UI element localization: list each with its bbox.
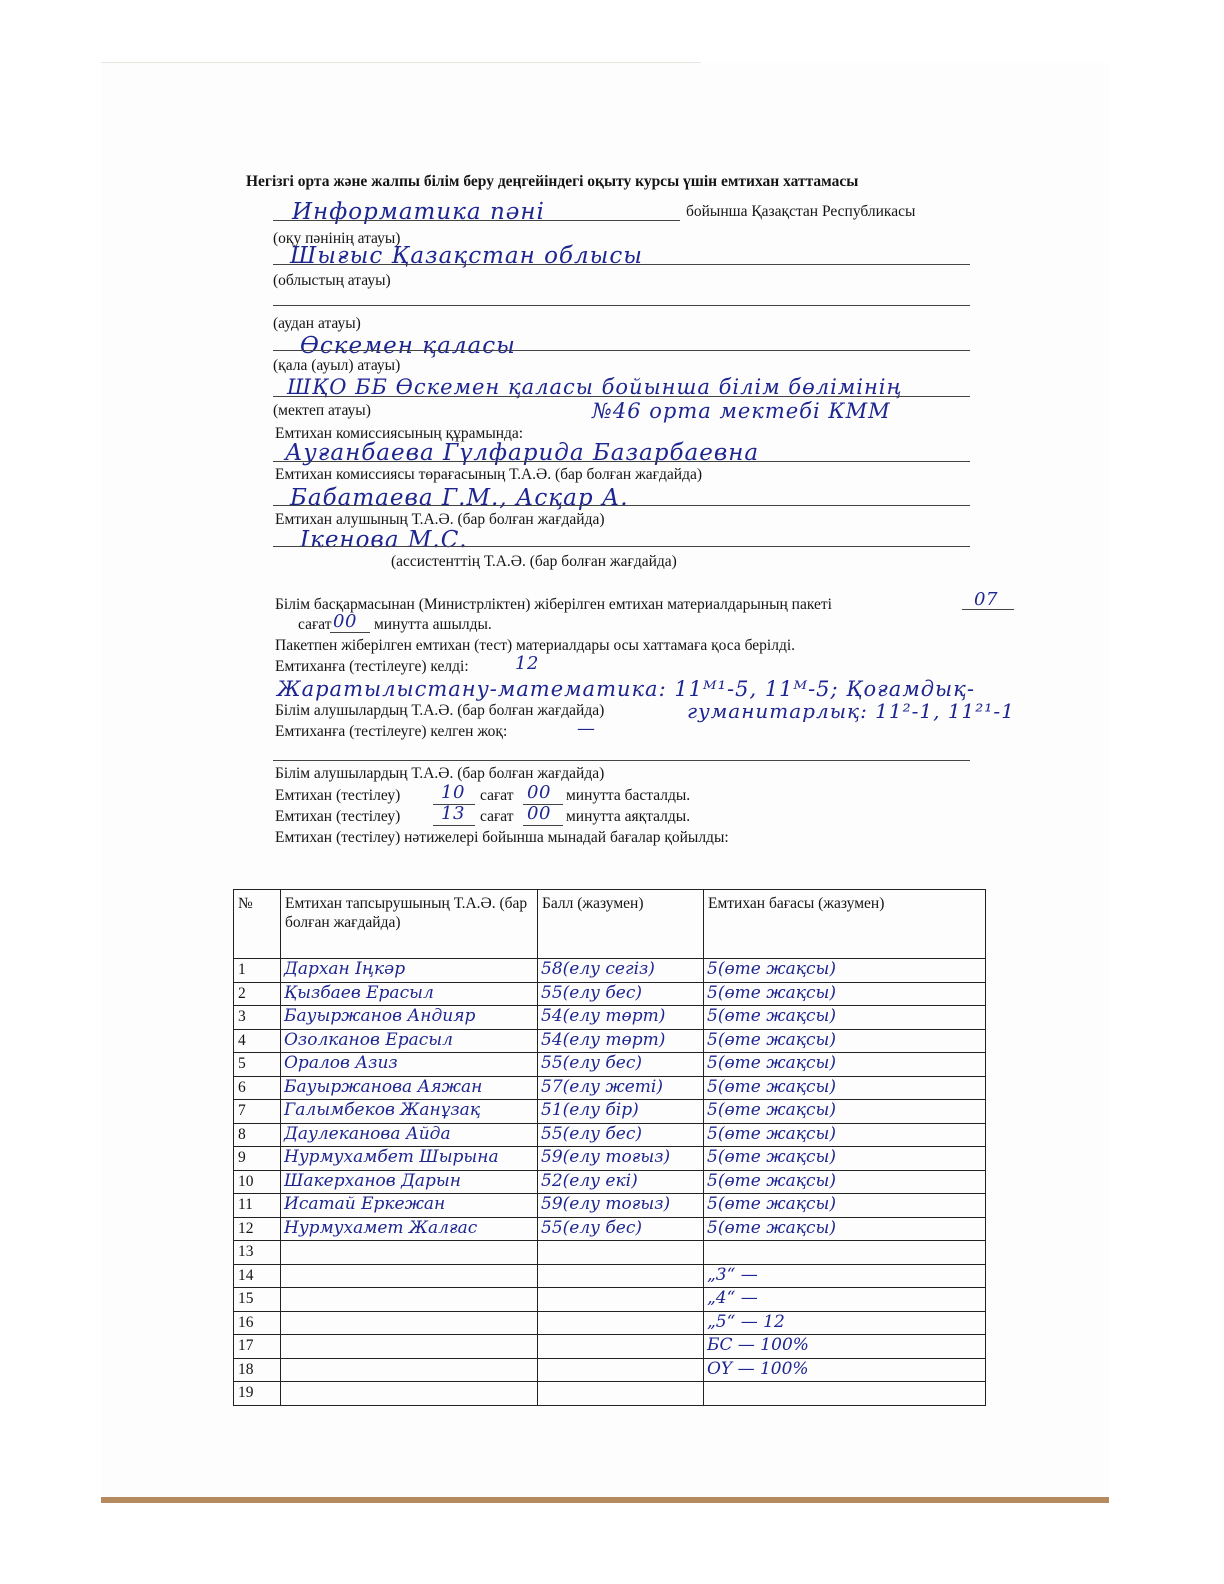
row-number: 1 (234, 959, 281, 983)
row-number: 12 (234, 1217, 281, 1241)
region-line (273, 264, 970, 265)
table-row (234, 1335, 986, 1359)
examiner-line (273, 505, 970, 506)
results-table (233, 889, 986, 1406)
package-opened-text: минутта ашылды. (374, 616, 492, 633)
table-body (234, 959, 986, 1406)
started-text: минутта басталды. (566, 787, 691, 804)
table-row (234, 1288, 986, 1312)
score-cell: 59(елу тоғыз) (538, 1194, 704, 1218)
student-name-cell (281, 1241, 538, 1265)
table-row (234, 1241, 986, 1265)
score-cell: 52(елу екі) (538, 1170, 704, 1194)
student-name-cell: Галымбеков Жанұзақ (281, 1100, 538, 1124)
student-name-cell: Бауыржанова Аяжан (281, 1076, 538, 1100)
end-hour-line (433, 825, 475, 826)
score-cell: 55(елу бес) (538, 1217, 704, 1241)
score-cell (538, 1358, 704, 1382)
grade-cell: 5(өте жақсы) (704, 1029, 986, 1053)
row-number: 19 (234, 1382, 281, 1406)
package-text: Білім басқармасынан (Министрліктен) жіберілген емтихан материалдарының пакеті (275, 596, 832, 613)
row-number: 15 (234, 1288, 281, 1312)
student-name-cell (281, 1288, 538, 1312)
package-minute-line (330, 632, 370, 633)
student-name-cell (281, 1264, 538, 1288)
city-line (273, 350, 970, 351)
region-caption: (облыстың атауы) (273, 272, 391, 289)
student-name-cell (281, 1335, 538, 1359)
table-row (234, 1076, 986, 1100)
table-header-row (234, 890, 986, 959)
score-cell: 57(елу жеті) (538, 1076, 704, 1100)
grade-cell: 5(өте жақсы) (704, 1170, 986, 1194)
school-line (273, 396, 970, 397)
row-number: 9 (234, 1147, 281, 1171)
end-prefix: Емтихан (тестілеу) (275, 808, 401, 825)
city-caption: (қала (ауыл) атауы) (273, 357, 401, 374)
school-caption-text: (мектеп атауы) (273, 402, 371, 419)
grade-cell (704, 1241, 986, 1265)
start-hour-handwritten: 10 (441, 782, 465, 803)
header-name: Емтихан тапсырушының Т.А.Ә. (бар болған жағдайда) (281, 890, 538, 959)
score-cell: 51(елу бір) (538, 1100, 704, 1124)
grade-cell: 5(өте жақсы) (704, 1006, 986, 1030)
school-handwritten-line2: №46 орта мектебі КММ (592, 399, 891, 423)
package-hour-handwritten: 07 (974, 589, 998, 610)
table-row (234, 982, 986, 1006)
student-name-cell: Исатай Еркежан (281, 1194, 538, 1218)
student-name-cell: Даулеканова Айда (281, 1123, 538, 1147)
row-number: 11 (234, 1194, 281, 1218)
header-number: № (234, 890, 281, 959)
table-row (234, 1217, 986, 1241)
student-name-cell: Нурмухамет Жалғас (281, 1217, 538, 1241)
subject-line (273, 220, 680, 221)
ended-text: минутта аяқталды. (566, 808, 691, 825)
row-number: 14 (234, 1264, 281, 1288)
grade-cell: „4“ — (704, 1288, 986, 1312)
subject-caption: (оқу пәнінің атауы) (273, 230, 401, 247)
arrived-caption: Білім алушылардың Т.А.Ә. (бар болған жағдайда) (275, 702, 605, 719)
grade-cell: 5(өте жақсы) (704, 1147, 986, 1171)
district-caption: (аудан атауы) (273, 315, 361, 332)
end-hour-handwritten: 13 (441, 803, 465, 824)
grade-cell (704, 1382, 986, 1406)
row-number: 16 (234, 1311, 281, 1335)
table-row (234, 1264, 986, 1288)
grade-cell: ОҮ — 100% (704, 1358, 986, 1382)
score-cell: 54(елу төрт) (538, 1006, 704, 1030)
absent-label: Емтиханға (тестілеуге) келген жоқ: (275, 723, 508, 740)
row-number: 2 (234, 982, 281, 1006)
student-name-cell: Дархан Іңкәр (281, 959, 538, 983)
row-number: 10 (234, 1170, 281, 1194)
student-name-cell: Озолканов Ерасыл (281, 1029, 538, 1053)
examiner-handwritten: Бабатаева Г.М., Асқар А. (290, 485, 629, 511)
chair-line (273, 461, 970, 462)
row-number: 7 (234, 1100, 281, 1124)
absent-caption: Білім алушылардың Т.А.Ә. (бар болған жағдайда) (275, 765, 605, 782)
absent-line (273, 760, 970, 761)
paper-bottom-edge (101, 1497, 1109, 1503)
student-name-cell (281, 1311, 538, 1335)
score-cell (538, 1311, 704, 1335)
arrived-names-handwritten-1: Жаратылыстану-математика: 11ᴹ¹-5, 11ᴹ-5; Қоғамдық- (277, 677, 975, 701)
package-minute-handwritten: 00 (333, 611, 357, 632)
row-number: 17 (234, 1335, 281, 1359)
score-cell: 59(елу тоғыз) (538, 1147, 704, 1171)
student-name-cell: Оралов Азиз (281, 1053, 538, 1077)
school-handwritten-line1: ШҚО ББ Өскемен қаласы бойынша білім бөлімінің (287, 375, 903, 399)
district-line (273, 305, 970, 306)
grade-cell: 5(өте жақсы) (704, 1053, 986, 1077)
start-hour-word: сағат (480, 787, 514, 804)
grade-cell: „3“ — (704, 1264, 986, 1288)
student-name-cell (281, 1382, 538, 1406)
score-cell (538, 1335, 704, 1359)
grade-cell: „5“ — 12 (704, 1311, 986, 1335)
table-row (234, 1029, 986, 1053)
grades-text: Емтихан (тестілеу) нәтижелері бойынша мынадай бағалар қойылды: (275, 829, 729, 846)
row-number: 6 (234, 1076, 281, 1100)
student-name-cell: Бауыржанов Андияр (281, 1006, 538, 1030)
end-minute-handwritten: 00 (527, 803, 551, 824)
score-cell: 55(елу бес) (538, 982, 704, 1006)
score-cell (538, 1264, 704, 1288)
score-cell: 55(елу бес) (538, 1123, 704, 1147)
student-name-cell: Шакерханов Дарын (281, 1170, 538, 1194)
table-row (234, 1358, 986, 1382)
grade-cell: 5(өте жақсы) (704, 1076, 986, 1100)
package-hour-word: сағат (298, 616, 332, 633)
arrived-count-handwritten: 12 (515, 653, 539, 674)
table-row (234, 1147, 986, 1171)
grade-cell: 5(өте жақсы) (704, 959, 986, 983)
grade-cell: 5(өте жақсы) (704, 1217, 986, 1241)
chair-caption: Емтихан комиссиясы төрағасының Т.А.Ә. (бар болған жағдайда) (275, 466, 703, 483)
table-row (234, 1123, 986, 1147)
start-prefix: Емтихан (тестілеу) (275, 787, 401, 804)
assistant-handwritten: Ікенова М.С. (300, 527, 468, 553)
package-hour-line (962, 609, 1014, 610)
chair-handwritten: Ауғанбаева Гүлфарида Базарбаевна (285, 440, 760, 466)
row-number: 5 (234, 1053, 281, 1077)
row-number: 18 (234, 1358, 281, 1382)
table-row (234, 1006, 986, 1030)
examiner-caption: Емтихан алушының Т.А.Ә. (бар болған жағдайда) (275, 511, 605, 528)
score-cell: 58(елу сегіз) (538, 959, 704, 983)
grade-cell: БС — 100% (704, 1335, 986, 1359)
score-cell (538, 1241, 704, 1265)
document-title: Негізгі орта және жалпы білім беру деңгейіндегі оқыту курсы үшін емтихан хаттамасы (246, 173, 859, 190)
row-number: 3 (234, 1006, 281, 1030)
table-row (234, 959, 986, 983)
subject-suffix: бойынша Қазақстан Республикасы (686, 203, 916, 220)
row-number: 13 (234, 1241, 281, 1265)
city-handwritten: Өскемен қаласы (300, 333, 516, 359)
assistant-line (273, 546, 970, 547)
table-row (234, 1170, 986, 1194)
attached-text: Пакетпен жіберілген емтихан (тест) материалдары осы хаттамаға қоса берілді. (275, 637, 796, 654)
header-grade: Емтихан бағасы (жазумен) (704, 890, 986, 959)
grade-cell: 5(өте жақсы) (704, 1194, 986, 1218)
start-minute-handwritten: 00 (527, 782, 551, 803)
table-row (234, 1053, 986, 1077)
student-name-cell (281, 1358, 538, 1382)
grade-cell: 5(өте жақсы) (704, 1123, 986, 1147)
table-row (234, 1311, 986, 1335)
header-score: Балл (жазумен) (538, 890, 704, 959)
grade-cell: 5(өте жақсы) (704, 1100, 986, 1124)
subject-handwritten: Информатика пәні (292, 199, 545, 225)
score-cell: 55(елу бес) (538, 1053, 704, 1077)
student-name-cell: Нурмухамбет Шырына (281, 1147, 538, 1171)
absent-handwritten: — (577, 718, 596, 739)
end-minute-line (523, 825, 563, 826)
row-number: 4 (234, 1029, 281, 1053)
assistant-caption: (ассистенттің Т.А.Ә. (бар болған жағдайда) (391, 553, 677, 570)
grade-cell: 5(өте жақсы) (704, 982, 986, 1006)
arrived-label: Емтиханға (тестілеуге) келді: (275, 658, 469, 675)
row-number: 8 (234, 1123, 281, 1147)
end-hour-word: сағат (480, 808, 514, 825)
commission-label: Емтихан комиссиясының құрамында: (275, 425, 524, 442)
region-handwritten: Шығыс Қазақстан облысы (290, 243, 643, 269)
score-cell (538, 1382, 704, 1406)
score-cell (538, 1288, 704, 1312)
student-name-cell: Қызбаев Ерасыл (281, 982, 538, 1006)
score-cell: 54(елу төрт) (538, 1029, 704, 1053)
table-row (234, 1194, 986, 1218)
table-row (234, 1382, 986, 1406)
arrived-names-handwritten-2: гуманитарлық: 11²-1, 11²¹-1 (687, 699, 1015, 723)
table-row (234, 1100, 986, 1124)
